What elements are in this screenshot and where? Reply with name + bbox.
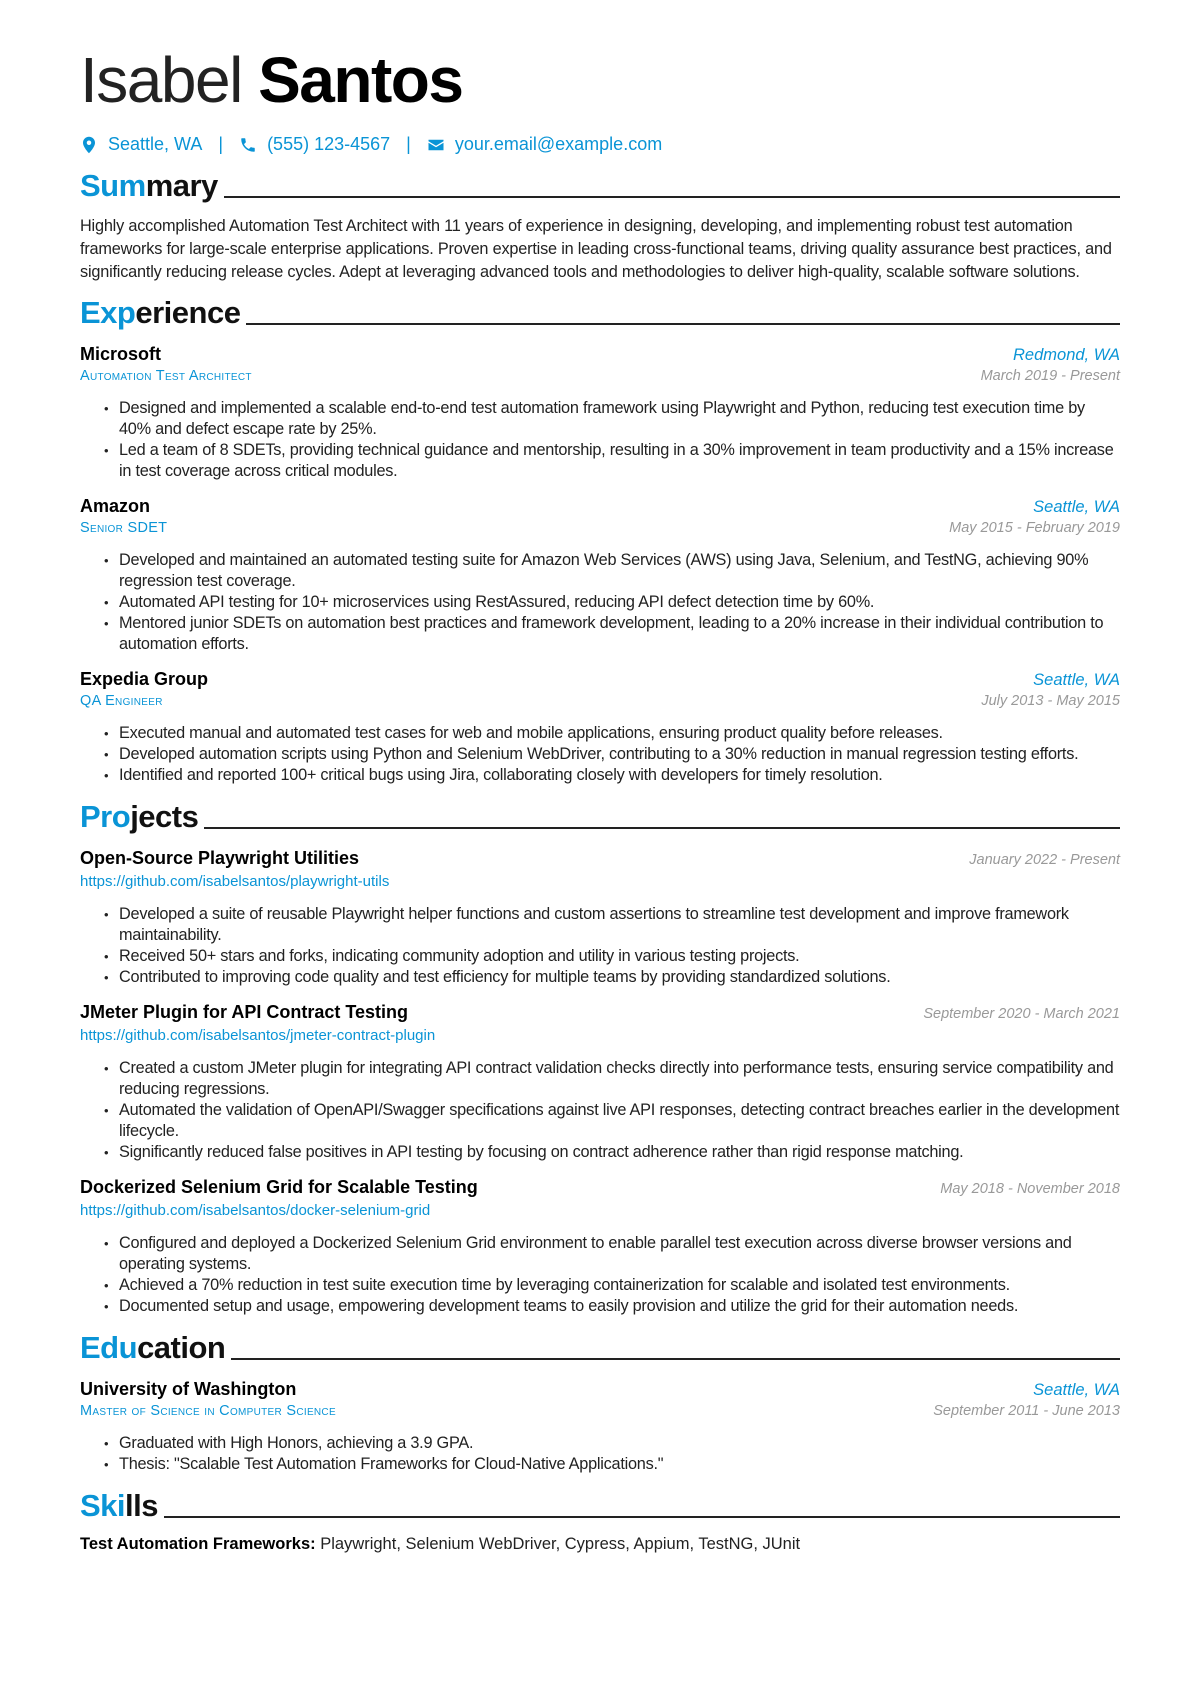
job-location: Seattle, WA (1033, 671, 1120, 689)
section-education (80, 1331, 1120, 1365)
project-link[interactable]: https://github.com/isabelsantos/jmeter-contract-plugin (80, 1027, 436, 1044)
experience-entry (80, 669, 1120, 786)
divider (246, 323, 1120, 325)
bullet: • Contributed to improving code quality and test efficiency for multiple teams by providing standardized solutions. (104, 967, 1120, 988)
divider (204, 827, 1120, 829)
bullet: • Automated API testing for 10+ microservices using RestAssured, reducing API defect detection time by 60%. (104, 592, 1120, 613)
section-skills (80, 1489, 1120, 1523)
section-summary (80, 169, 1120, 203)
job-location: Seattle, WA (1033, 498, 1120, 516)
section-title: Education (80, 1330, 226, 1365)
dates: March 2019 - Present (980, 368, 1120, 384)
location: Seattle, WA (108, 134, 203, 154)
dates: May 2015 - February 2019 (949, 520, 1120, 536)
bullet: • Developed and maintained an automated testing suite for Amazon Web Services (AWS) using Java, Selenium, and TestNG, achieving 90% regression test coverage. (104, 550, 1120, 592)
divider (224, 196, 1120, 198)
dates: July 2013 - May 2015 (981, 693, 1120, 709)
section-title: Summary (80, 168, 218, 203)
job-title: Senior SDET (80, 520, 168, 536)
experience-entry (80, 496, 1120, 655)
section-projects (80, 800, 1120, 834)
separator: | (406, 134, 411, 154)
bullet: • Documented setup and usage, empowering development teams to easily provision and utilize the grid for their automation needs. (104, 1296, 1120, 1317)
bullet: • Identified and reported 100+ critical bugs using Jira, collaborating closely with developers for timely resolution. (104, 765, 1120, 786)
bullet: • Received 50+ stars and forks, indicating community adoption and utility in various testing projects. (104, 946, 1120, 967)
section-title: Experience (80, 295, 241, 330)
candidate-name: Isabel Santos (80, 44, 463, 116)
bullet: • Created a custom JMeter plugin for integrating API contract validation checks directly into performance tests, ensuring service compatibility and reducing regressions. (104, 1058, 1120, 1100)
job-location: Redmond, WA (1013, 346, 1120, 364)
company: Amazon (80, 496, 151, 516)
section-experience (80, 296, 1120, 330)
project-entry (80, 1002, 1120, 1163)
dates: January 2022 - Present (969, 852, 1120, 868)
divider (164, 1516, 1120, 1518)
bullet: • Configured and deployed a Dockerized Selenium Grid environment to enable parallel test execution across diverse browser versions and operating systems. (104, 1233, 1120, 1275)
bullet: • Led a team of 8 SDETs, providing technical guidance and mentorship, resulting in a 30% improvement in team productivity and a 15% increase in test coverage across critical modules. (104, 440, 1120, 482)
project-entry (80, 1177, 1120, 1317)
school-location: Seattle, WA (1033, 1381, 1120, 1399)
separator: | (218, 134, 224, 154)
project-link[interactable]: https://github.com/isabelsantos/docker-selenium-grid (80, 1202, 431, 1219)
skills-line (80, 1535, 1120, 1554)
project-link[interactable]: https://github.com/isabelsantos/playwright-utils (80, 873, 390, 890)
bullet: • Executed manual and automated test cases for web and mobile applications, ensuring product quality before releases. (104, 723, 1120, 744)
project-title: Dockerized Selenium Grid for Scalable Testing (80, 1177, 478, 1197)
bullet: • Automated the validation of OpenAPI/Swagger specifications against live API responses, detecting contract breaches earlier in the development lifecycle. (104, 1100, 1120, 1142)
experience-entry (80, 344, 1120, 482)
bullet: • Achieved a 70% reduction in test suite execution time by leveraging containerization for scalable and isolated test environments. (104, 1275, 1120, 1296)
bullet: • Developed automation scripts using Python and Selenium WebDriver, contributing to a 30% reduction in manual regression testing efforts. (104, 744, 1120, 765)
bullet: • Designed and implemented a scalable end-to-end test automation framework using Playwright and Python, reducing test execution time by 40% and defect escape rate by 25%. (104, 398, 1120, 440)
company: Expedia Group (80, 669, 209, 689)
job-title: QA Engineer (80, 693, 163, 709)
degree: Master of Science in Computer Science (80, 1403, 336, 1419)
phone-icon (239, 136, 257, 154)
summary-text: Highly accomplished Automation Test Architect with 11 years of experience in designing, developing, and implementing robust test automation frameworks for large-scale enterprise applications. Proven expertise in leading cross-functional teams, driving quality assurance best practices, and significantly reducing release cycles. Adept at leveraging advanced tools and methodologies to deliver high-quality, scalable software solutions. (80, 217, 1112, 281)
section-title: Projects (80, 799, 199, 834)
job-title: Automation Test Architect (80, 368, 252, 384)
envelope-icon (427, 136, 445, 154)
phone[interactable]: (555) 123-4567 (267, 134, 391, 154)
skills-label: Test Automation Frameworks: (80, 1535, 316, 1553)
resume (80, 44, 1120, 1554)
bullet: • Mentored junior SDETs on automation best practices and framework development, leading to a 20% increase in their individual contribution to automation efforts. (104, 613, 1120, 655)
school: University of Washington (80, 1379, 297, 1399)
contact-bar (80, 134, 1120, 155)
bullet: • Developed a suite of reusable Playwright helper functions and custom assertions to streamline test development and improve framework maintainability. (104, 904, 1120, 946)
section-title: Skills (80, 1488, 158, 1523)
company: Microsoft (80, 344, 161, 364)
project-title: JMeter Plugin for API Contract Testing (80, 1002, 409, 1022)
dates: May 2018 - November 2018 (940, 1181, 1120, 1197)
education-entry (80, 1379, 1120, 1475)
dates: September 2020 - March 2021 (923, 1006, 1120, 1022)
dates: September 2011 - June 2013 (933, 1403, 1120, 1419)
bullet: • Graduated with High Honors, achieving a 3.9 GPA. (104, 1433, 1120, 1454)
project-entry (80, 848, 1120, 988)
skills-value: Playwright, Selenium WebDriver, Cypress, Appium, TestNG, JUnit (315, 1535, 801, 1553)
divider (231, 1358, 1120, 1360)
email-link[interactable]: your.email@example.com (454, 134, 663, 154)
bullet: • Significantly reduced false positives in API testing by focusing on contract adherence rather than rigid response matching. (104, 1142, 1120, 1163)
bullet: • Thesis: "Scalable Test Automation Frameworks for Cloud-Native Applications." (104, 1454, 1120, 1475)
map-pin-icon (80, 136, 98, 154)
project-title: Open-Source Playwright Utilities (80, 848, 360, 868)
